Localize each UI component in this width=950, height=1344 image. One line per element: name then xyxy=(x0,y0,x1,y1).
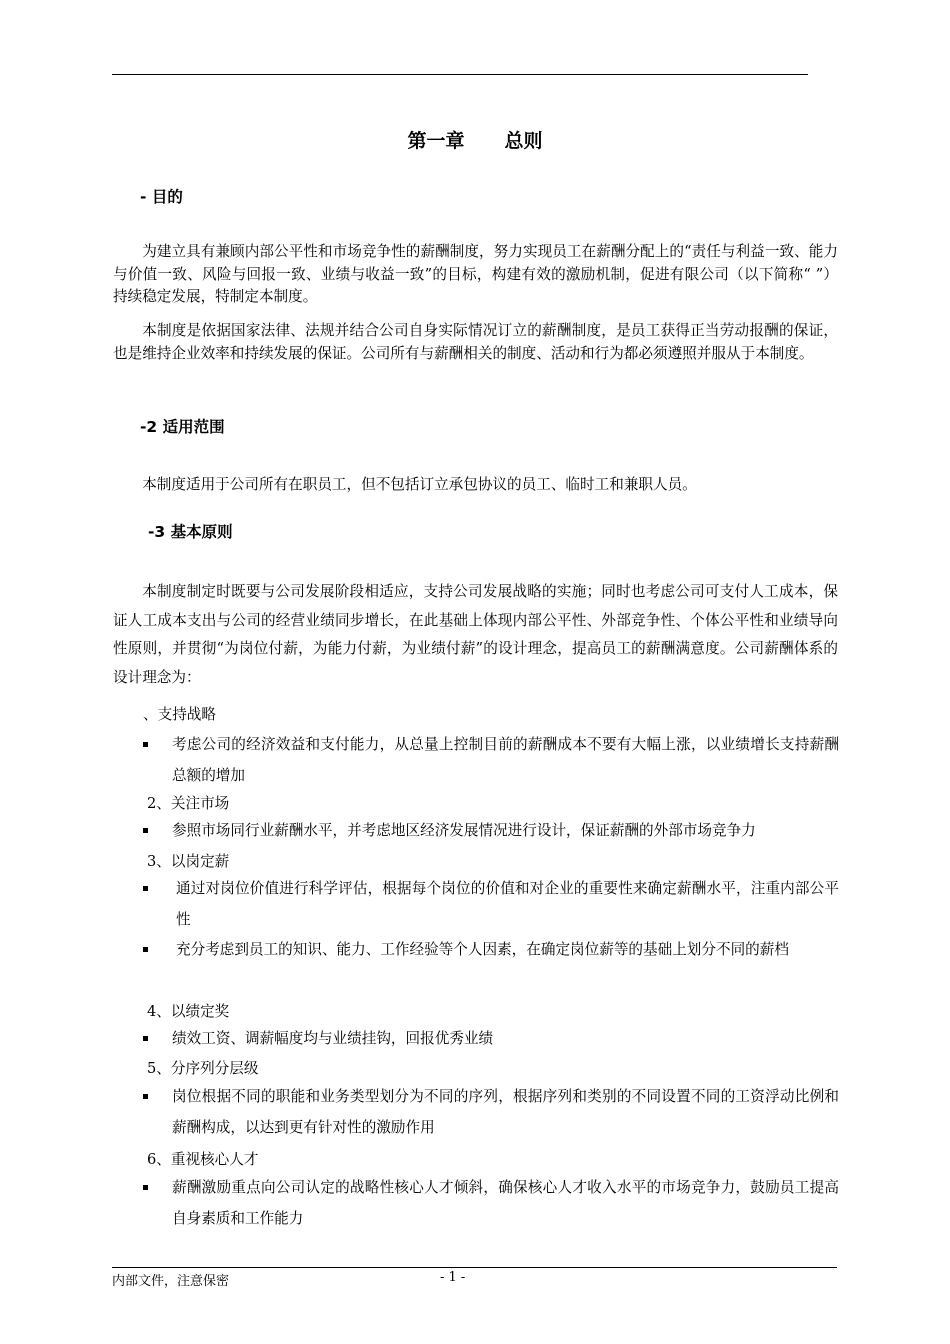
principle-title: 2、关注市场 xyxy=(147,795,230,812)
page-number: - 1 - xyxy=(440,1270,466,1285)
header-rule xyxy=(112,74,808,75)
list-item xyxy=(143,729,839,791)
principle-title: 6、重视核心人才 xyxy=(147,1151,259,1168)
scope-paragraph: 本制度适用于公司所有在职员工，但不包括订立承包协议的员工、临时工和兼职人员。 xyxy=(142,476,697,493)
list-item-text: 充分考虑到员工的知识、能力、工作经验等个人因素，在确定岗位薪等的基础上划分不同的薪档 xyxy=(176,941,789,958)
section-heading-scope: -2 适用范围 xyxy=(140,418,225,436)
bullet-icon xyxy=(143,1036,148,1041)
chapter-number: 第一章 xyxy=(407,130,465,152)
footer-rule xyxy=(112,1267,837,1268)
purpose-paragraph-1: 为建立具有兼顾内部公平性和市场竞争性的薪酬制度，努力实现员工在薪酬分配上的“责任与利益一致、能力与价值一致、风险与回报一致、业绩与收益一致”的目标，构建有效的激励机制，促进有限公司（以下简称“ ”）持续稳定发展，特制定本制度。 xyxy=(113,243,838,305)
section-heading-purpose: - 目的 xyxy=(140,188,183,206)
bullet-icon xyxy=(143,828,148,833)
bullet-icon xyxy=(143,947,148,952)
list-item xyxy=(143,1023,839,1054)
list-item-text: 通过对岗位价值进行科学评估，根据每个岗位的价值和对企业的重要性来确定薪酬水平，注重内部公平性 xyxy=(176,880,839,928)
principles-intro: 本制度制定时既要与公司发展阶段相适应，支持公司发展战略的实施；同时也考虑公司可支付人工成本，保证人工成本支出与公司的经营业绩同步增长，在此基础上体现内部公平性、外部竞争性、个体公平性和业绩导向性原则，并贯彻“为岗位付薪，为能力付薪，为业绩付薪”的设计理念，提高员工的薪酬满意度。公司薪酬体系的设计理念为： xyxy=(113,583,838,686)
list-item xyxy=(143,934,839,965)
list-item xyxy=(143,1081,839,1143)
footer-confidential-note: 内部文件，注意保密 xyxy=(112,1274,230,1289)
bullet-icon xyxy=(143,742,148,747)
list-item-text: 岗位根据不同的职能和业务类型划分为不同的序列，根据序列和类别的不同设置不同的工资浮动比例和薪酬构成，以达到更有针对性的激励作用 xyxy=(172,1088,839,1136)
list-item-text: 绩效工资、调薪幅度均与业绩挂钩，回报优秀业绩 xyxy=(172,1030,494,1047)
purpose-paragraph-2: 本制度是依据国家法律、法规并结合公司自身实际情况订立的薪酬制度，是员工获得正当劳动报酬的保证，也是维持企业效率和持续发展的保证。公司所有与薪酬相关的制度、活动和行为都必须遵照并服从于本制度。 xyxy=(113,322,838,362)
principle-title: 4、以绩定奖 xyxy=(147,1003,230,1020)
section-heading-principles: -3 基本原则 xyxy=(148,523,233,541)
list-item-text: 参照市场同行业薪酬水平，并考虑地区经济发展情况进行设计，保证薪酬的外部市场竞争力 xyxy=(172,822,756,839)
principle-title: 、支持战略 xyxy=(143,706,216,723)
chapter-title xyxy=(0,126,950,153)
bullet-icon xyxy=(143,1094,148,1099)
bullet-icon xyxy=(143,886,148,891)
list-item-text: 薪酬激励重点向公司认定的战略性核心人才倾斜，确保核心人才收入水平的市场竞争力，鼓励员工提高自身素质和工作能力 xyxy=(172,1179,839,1227)
list-item xyxy=(143,1172,839,1234)
chapter-name: 总则 xyxy=(504,130,543,152)
principle-title: 3、以岗定薪 xyxy=(147,853,230,870)
principle-title: 5、分序列分层级 xyxy=(147,1060,259,1077)
bullet-icon xyxy=(143,1185,148,1190)
list-item xyxy=(143,873,839,935)
list-item xyxy=(143,815,839,846)
list-item-text: 考虑公司的经济效益和支付能力，从总量上控制目前的薪酬成本不要有大幅上涨，以业绩增长支持薪酬总额的增加 xyxy=(172,736,839,784)
